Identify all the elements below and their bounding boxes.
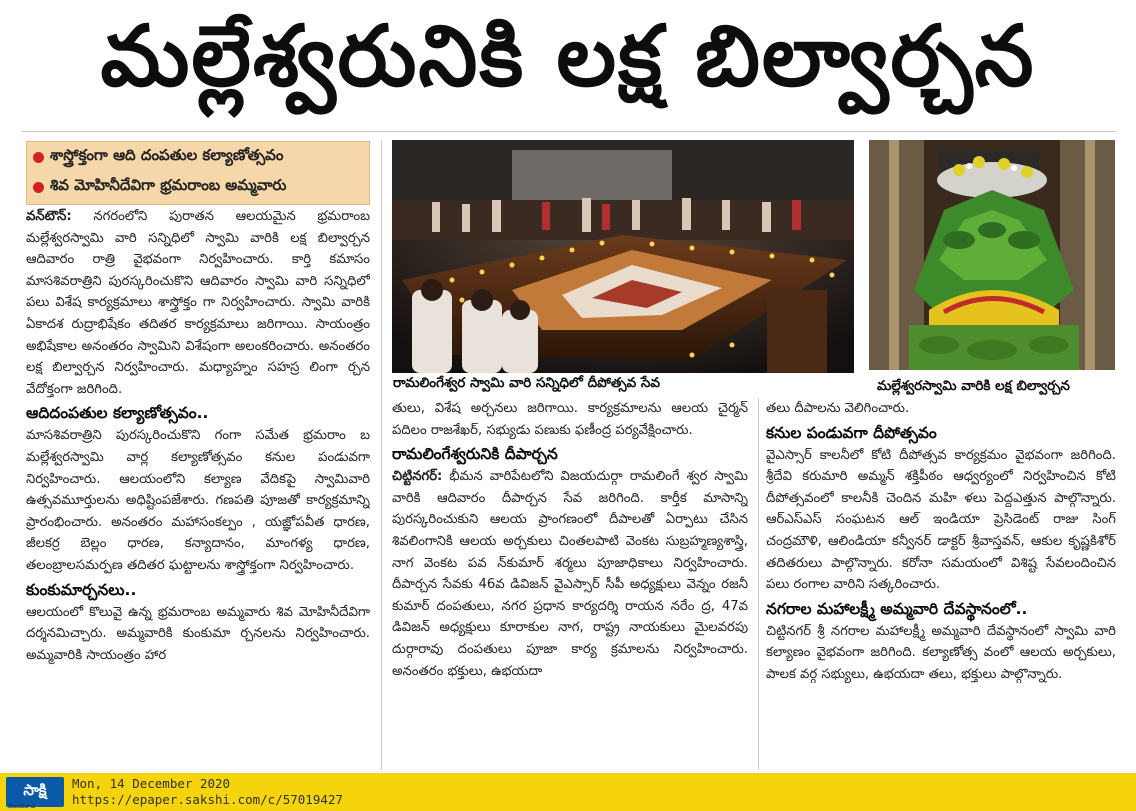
highlight-item [27,142,369,172]
photo-caption: రామలింగేశ్వర స్వామి వారి సన్నిధిలో దీపోత్సవ సేవ [393,375,660,391]
paragraph: తలు దీపాలను వెలిగించారు. [766,401,910,416]
photo-bilvarchana-image [869,140,1115,370]
bullet-icon [33,152,44,163]
headline: మల్లేశ్వరునికి లక్ష బిల్వార్చన [100,6,1036,105]
article-column-3 [766,398,1116,770]
subheading: కనుల పండువగా దీపోత్సవం [766,423,937,442]
paragraph-text: నగరంలోని పురాతన ఆలయమైన భ్రమరాంబ మల్లేశ్వరస్వామి వారి సన్నిధిలో స్వామి వారికి లక్ష బిల్వార్చన ఆదివారం రాత్రి వైభవంగా నిర్వహించారు. కార్తి కమాసం మాసశివరాత్రిని పురస్కరించుకొని ఆదివారం స్వామి వారి సన్నిధిలో పలు విశేష కార్యక్రమాలు శాస్త్రోక్తం గా నిర్వహించారు. స్వామి వారికి ఏకాదశ రుద్రాభిషేకం తదితర కార్యక్రమాలు జరిగాయి. సాయంత్రం అభిషేకాల అనంతరం స్వామిని విశేషంగా అలంకరించారు. అనంతరం లక్ష బిల్వార్చన నిర్వహించారు. మధ్యాహ్నం సహస్ర లింగా ర్చన వేదోక్తంగా జరిగింది. [26,209,370,397]
edition-link[interactable]: https://epaper.sakshi.com/c/57019427 [72,792,343,807]
article-column-1 [26,206,370,768]
footer-info [72,776,343,808]
subheading: కుంకుమార్చనలు.. [26,580,137,599]
subheading: నగరాల మహాలక్ష్మీ అమ్మవారి దేవస్థానంలో.. [766,599,1028,618]
paragraph-text: భీమన వారిపేటలోని విజయదుర్గా రామలింగే శ్వర స్వామి వారికి ఆదివారం దీపార్చన సేవ జరిగింది. కార్తీక మాసాన్ని పురస్కరించుకుని ఆలయ ప్రాంగణంలో దీపాలతో ఏర్పాటు చేసిన శివలింగానికి ఆలయ అర్చకులు చింతలపాటి వెంకట సుబ్రహ్మణ్యశాస్త్రి, నాగ వెంకట పవ న్‌కుమార్ శర్మలు పూజాధికాలు నిర్వహించారు. దీపార్చన సేవకు 46వ డివిజన్ వైఎస్సార్ సీపీ అధ్యక్షులు వెన్నం రజనీ కుమార్ దంపతులు, నగర ప్రధాన కార్యదర్శి రాయన నరేం ద్ర, 47వ డివిజన్ అధ్యక్షులు కూరాకుల నాగ, రాష్ట్ర నాయకులు మైలవరపు దుర్గారావు దంపతులు పూజా కార్య క్రమాలను నిర్వహించారు. అనంతరం భక్తులు, ఉభయదా [392,469,748,679]
header-divider [22,131,1116,132]
dateline: వన్‌టౌన్: [26,209,72,224]
paragraph: వైఎస్సార్ కాలనీలో కోటి దీపోత్సవ కార్యక్రమం వైభవంగా జరిగింది. శ్రీదేవి కరుమారి అమ్మన్ శక్తిపీఠం ఆధ్వర్యంలో నిర్వహించిన కోటి దీపోత్సవంలో కాలనీకి చెందిన మహి ళలు పెద్దఎత్తున పాల్గొన్నారు. ఆర్‌ఎస్‌ఎస్ సంఘటన ఆల్ ఇండియా ప్రెసిడెంట్ రాజు సింగ్ చంద్రమౌళి, ఆలిండియా కన్వీనర్ డాక్టర్ శ్రీవాస్తవన్, ఆకుల కృష్ణకిశోర్ తదితరులు పాల్గొన్నారు. కరోనా సమయంలో విశిష్ట సేవలందించిన పలు రంగాల వారిని సత్కరించారు. [766,447,1116,593]
footer-bar [0,773,1136,811]
article-column-2 [392,398,748,770]
highlights-box [26,141,370,205]
paragraph [392,466,748,682]
photo-bilvarchana [869,140,1115,370]
paragraph: తులు, విశేష అర్చనలు జరిగాయి. కార్యక్రమాలను ఆలయ చైర్మన్ పదిలం రాజశేఖర్, సభ్యుడు పణుకు ఫణీంద్ర పర్యవేక్షించారు. [392,401,748,438]
highlight-text: శివ మోహినీదేవిగా భ్రమరాంబ అమ్మవారు [50,176,287,194]
paragraph: చిట్టినగర్ శ్రీ నగరాల మహాలక్ష్మీ అమ్మవారి దేవస్థానంలో స్వామి వారి కల్యాణం వైభవంగా జరిగింది. కల్యాణోత్స వంలో ఆలయ అర్చకులు, పాలక వర్గ సభ్యులు, ఉభయదా తలు, భక్తులు పాల్గొన్నారు. [766,623,1116,682]
highlight-item [27,172,369,202]
sakshi-logo: సాక్షి [6,777,64,807]
column-divider [758,398,759,770]
photo-deepotsavam [392,140,854,373]
photo-deepotsavam-image [392,140,854,373]
edition-date: Mon, 14 December 2020 [72,776,231,791]
bullet-icon [33,182,44,193]
photo-caption: మల్లేశ్వరస్వామి వారికి లక్ష బిల్వార్చన [877,378,1070,394]
column-divider [381,140,382,770]
subheading: ఆదిదంపతుల కల్యాణోత్సవం.. [26,404,209,423]
subheading: రామలింగేశ్వరునికి దీపార్చన [392,445,558,464]
highlight-text: శాస్త్రోక్తంగా ఆది దంపతుల కల్యాణోత్సవం [50,146,284,164]
dateline: చిట్టినగర్: [392,469,443,485]
logo-subtitle: విజయవాడ [8,803,36,810]
paragraph [26,206,370,400]
paragraph: ఆలయంలో కొలువై ఉన్న భ్రమరాంబ అమ్మవారు శివ మోహినీదేవిగా దర్శనమిచ్చారు. అమ్మవారికి కుంకుమా ర్చనలను నిర్వహించారు. అమ్మవారికి సాయంత్రం హార [26,604,370,663]
paragraph: మాసశివరాత్రిని పురస్కరించుకొని గంగా సమేత భ్రమరాం బ మల్లేశ్వరస్వామి వార్ల కల్యాణోత్సవం కనుల పండువగా నిర్వహించారు. ఆలయంలోని కల్యాణ వేదికపై స్వామివారి ఉత్సవమూర్తులను అధిష్టింపజేశారు. గణపతి పూజతో కార్యక్రమాన్ని ప్రారంభించారు. అనంతరం మహాసంకల్పం , యజ్ఞోపవీత ధారణ, జీలకర్ర బెల్లం ధారణ, కన్యాదానం, మాంగళ్య ధారణ, తలంబ్రాలసమర్పణ తదితర ఘట్టాలను శాస్త్రోక్తంగా నిర్వహించారు. [26,428,370,573]
